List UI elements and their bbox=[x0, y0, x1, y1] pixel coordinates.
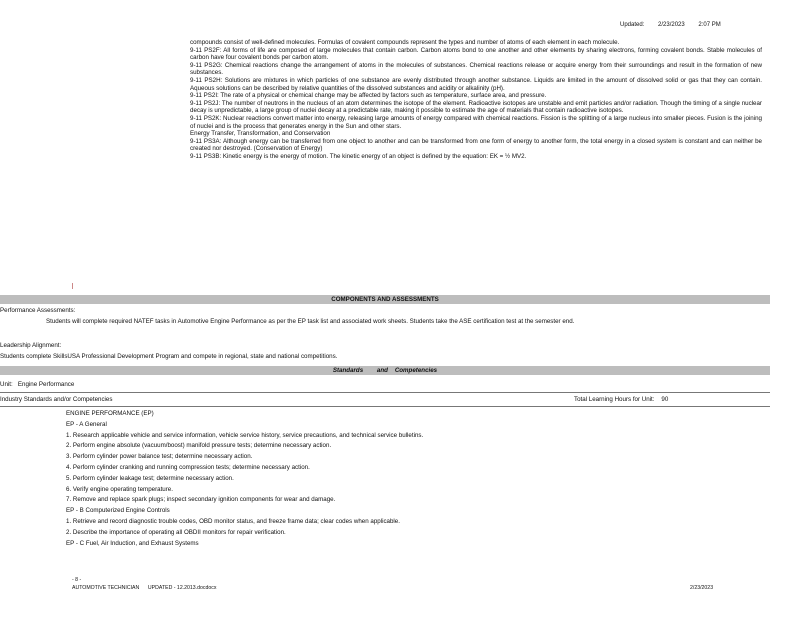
unit-row bbox=[0, 381, 770, 388]
total-hours bbox=[574, 396, 774, 403]
list-item: 5. Perform cylinder leakage test; determine necessary action. bbox=[66, 474, 234, 482]
margin-mark bbox=[72, 283, 74, 289]
divider bbox=[0, 406, 770, 407]
list-item: 3. Perform cylinder power balance test; determine necessary action. bbox=[66, 453, 253, 461]
standard-paragraph: compounds consist of well-defined molecules. Formulas of covalent compounds represent the types and number of atoms of each element in each molecule. bbox=[190, 39, 620, 46]
components-band: COMPONENTS AND ASSESSMENTS bbox=[0, 295, 770, 304]
unit-label: Unit: bbox=[0, 381, 13, 388]
footer-program: AUTOMOTIVE TECHNICIAN bbox=[72, 585, 140, 591]
standards-band bbox=[0, 366, 770, 375]
performance-text: Students will complete required NATEF tasks in Automotive Engine Performance as per the EP task list and associated work sheets. Students take the ASE certification test at the semester end. bbox=[46, 318, 575, 325]
standard-paragraph: 9-11 PS2K: Nuclear reactions convert matter into energy, releasing large amounts of energy compared with chemical reactions. Fission is the splitting of a large nucleus into smaller pieces. Fusion is the joining of nuclei and is the process that generates energy in the Sun and other stars. bbox=[190, 114, 762, 130]
standards-band-b: and bbox=[376, 367, 388, 374]
performance-title: Performance Assessments: bbox=[0, 307, 76, 314]
list-item: 1. Research applicable vehicle and service information, vehicle service history, service precautions, and technical service bulletins. bbox=[66, 431, 424, 439]
updated-label: Updated: bbox=[620, 22, 645, 28]
divider bbox=[0, 392, 770, 393]
leadership-title: Leadership Alignment: bbox=[0, 342, 62, 349]
standard-paragraph: 9-11 PS2F: All forms of life are composed of large molecules that contain carbon. Carbon atoms bond to one another and other elements by sharing electrons, forming covalent bonds. Stable molecules of carbon have four covalent bonds per carbon atom. bbox=[190, 46, 762, 62]
footer-date: 2/23/2023 bbox=[690, 585, 714, 591]
standard-paragraph: 9-11 PS3A: Although energy can be transferred from one object to another and can be transformed from one form of energy to another form, the total energy in a closed system is constant and can neither be created nor destroyed. (Conservation of Energy) bbox=[190, 137, 762, 153]
list-item: 2. Perform engine absolute (vacuum/boost) manifold pressure tests; determine necessary action. bbox=[66, 442, 332, 450]
science-standards-block bbox=[190, 39, 762, 161]
standard-paragraph: 9-11 PS3B: Kinetic energy is the energy of motion. The kinetic energy of an object is defined by the equation: EK = ½ MV2. bbox=[190, 152, 527, 160]
leadership-text: Students complete SkillsUSA Professional Development Program and compete in regional, state and national competitions. bbox=[0, 353, 338, 360]
list-item: 6. Verify engine operating temperature. bbox=[66, 485, 173, 493]
total-hours-value: 90 bbox=[661, 396, 669, 403]
updated-date: 2/23/2023 bbox=[658, 22, 685, 28]
industry-header-left: Industry Standards and/or Competencies bbox=[0, 396, 113, 403]
standard-paragraph: 9-11 PS2H: Solutions are mixtures in which particles of one substance are evenly distributed through another substance. Liquids are limited in the amount of dissolved solid or gas that they can contain. Aqueous solutions can be described by relative quantities of the dissolved substances and acidity or alkalinity (pH). bbox=[190, 76, 762, 92]
total-hours-label: Total Learning Hours for Unit: bbox=[574, 396, 655, 403]
footer-left bbox=[72, 585, 472, 591]
standards-band-c: Competencies bbox=[394, 367, 438, 374]
list-item: EP - A General bbox=[66, 420, 107, 428]
standard-subheading: Energy Transfer, Transformation, and Conservation bbox=[190, 130, 331, 138]
list-item: 2. Describe the importance of operating all OBDII monitors for repair verification. bbox=[66, 528, 286, 536]
standard-paragraph: 9-11 PS2I: The rate of a physical or chemical change may be affected by factors such as temperature, surface area, and pressure. bbox=[190, 92, 547, 100]
list-item: 1. Retrieve and record diagnostic trouble codes, OBD monitor status, and freeze frame data; clear codes when applicable. bbox=[66, 517, 400, 525]
page-number: - 8 - bbox=[72, 577, 82, 583]
standards-band-a: Standards bbox=[332, 367, 364, 374]
competency-list bbox=[44, 409, 764, 549]
footer-updated: UPDATED - 12.2013.docdocx bbox=[147, 585, 217, 591]
list-item: EP - C Fuel, Air Induction, and Exhaust Systems bbox=[66, 539, 199, 547]
list-item: 7. Remove and replace spark plugs; inspect secondary ignition components for wear and damage. bbox=[66, 496, 336, 504]
updated-stamp bbox=[620, 22, 780, 28]
performance-item bbox=[24, 318, 764, 325]
list-item: 4. Perform cylinder cranking and running compression tests; determine necessary action. bbox=[66, 463, 310, 471]
industry-header bbox=[0, 396, 770, 403]
standard-paragraph: 9-11 PS2G: Chemical reactions change the arrangement of atoms in the molecules of substances. Chemical reactions release or acquire energy from their surroundings and result in the formation of new substances. bbox=[190, 61, 762, 77]
list-item: EP - B Computerized Engine Controls bbox=[66, 507, 170, 515]
standard-paragraph: 9-11 PS2J: The number of neutrons in the nucleus of an atom determines the isotope of the element. Radioactive isotopes are unstable and emit particles and/or radiation. Though the timing of a single nuclear decay is unpredictable, a large group of nuclei decay at a predictable rate, making it possible to estimate the age of materials that contain radioactive isotopes. bbox=[190, 99, 762, 115]
unit-value: Engine Performance bbox=[17, 381, 75, 388]
updated-time: 2:07 PM bbox=[698, 22, 721, 28]
list-item: ENGINE PERFORMANCE (EP) bbox=[66, 410, 154, 417]
